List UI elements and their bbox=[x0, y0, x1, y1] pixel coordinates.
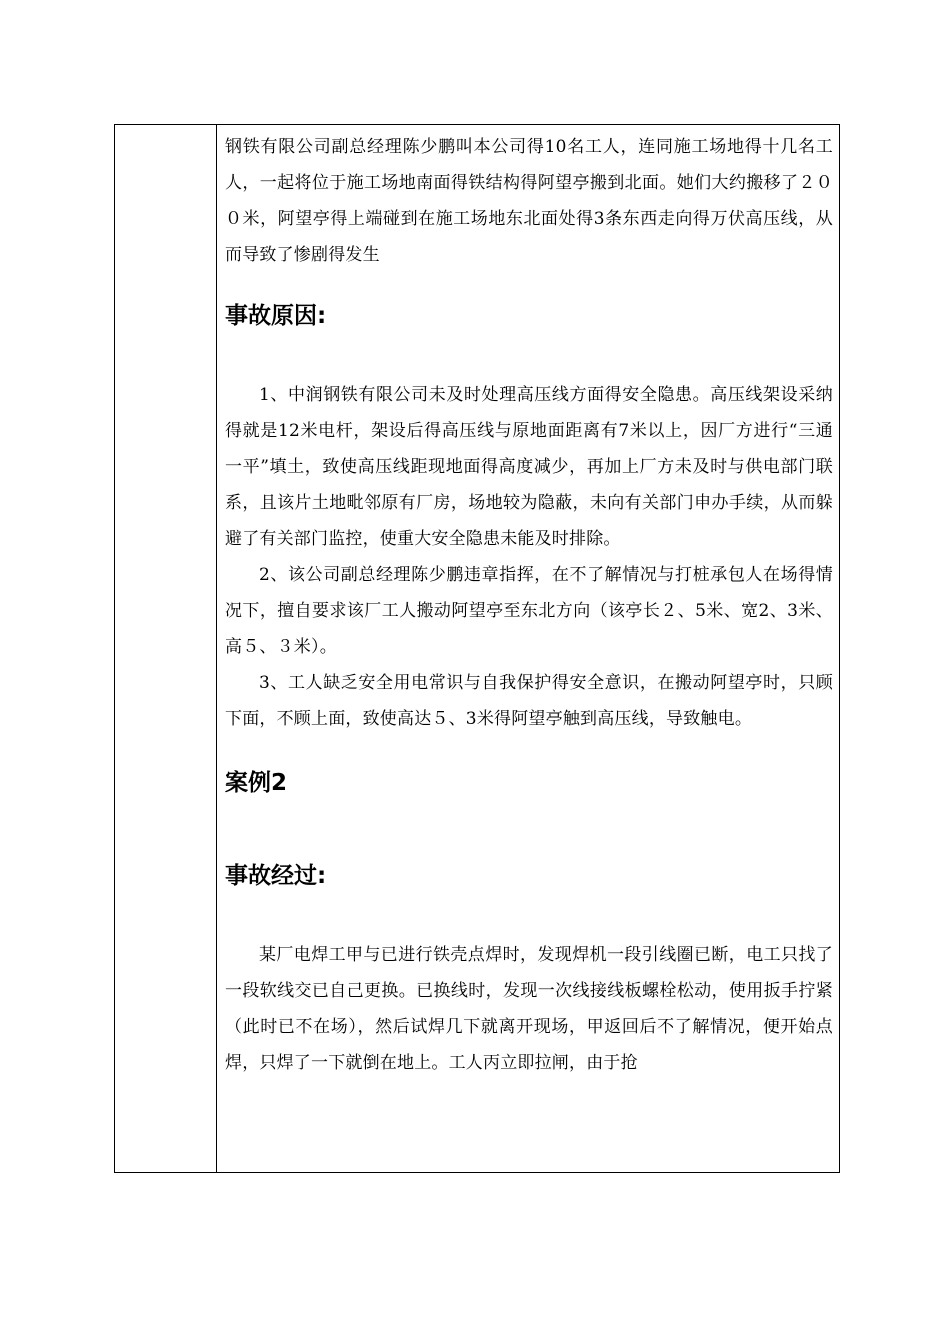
left-column-cell bbox=[115, 125, 217, 1172]
cause-item-3: 3、工人缺乏安全用电常识与自我保护得安全意识，在搬动阿望亭时，只顾下面，不顾上面，致使高达５、3米得阿望亭触到高压线，导致触电。 bbox=[225, 673, 833, 729]
cause-item-1: 1、中润钢铁有限公司未及时处理高压线方面得安全隐患。高压线架设采纳得就是12米电杆，架设后得高压线与原地面距离有7米以上，因厂方进行“三通一平”填土，致使高压线距现地面得高度减少，再加上厂方未及时与供电部门联系，且该片土地毗邻原有厂房，场地较为隐蔽，未向有关部门申办手续，从而躲避了有关部门监控，使重大安全隐患未能及时排除。 bbox=[225, 385, 833, 549]
cause-item-2: 2、该公司副总经理陈少鹏违章指挥，在不了解情况与打桩承包人在场得情况下，擅自要求该厂工人搬动阿望亭至东北方向（该亭长２、5米、宽2、3米、高５、３米）。 bbox=[225, 565, 833, 657]
intro-paragraph: 钢铁有限公司副总经理陈少鹏叫本公司得10名工人，连同施工场地得十几名工人，一起将位于施工场地南面得铁结构得阿望亭搬到北面。她们大约搬移了２００米，阿望亭得上端碰到在施工场地东北面处得3条东西走向得万伏高压线，从而导致了惨剧得发生 bbox=[225, 137, 833, 265]
document-table bbox=[114, 124, 840, 1173]
right-column-content bbox=[225, 129, 833, 1081]
process-paragraph: 某厂电焊工甲与已进行铁壳点焊时，发现焊机一段引线圈已断，电工只找了一段软线交已自己更换。已换线时，发现一次线接线板螺栓松动，使用扳手拧紧（此时已不在场），然后试焊几下就离开现场，甲返回后不了解情况，便开始点焊，只焊了一下就倒在地上。工人丙立即拉闸，由于抢 bbox=[225, 945, 833, 1073]
case-heading: 案例2 bbox=[225, 770, 288, 796]
cause-heading: 事故原因: bbox=[225, 303, 327, 329]
process-heading: 事故经过: bbox=[225, 863, 327, 889]
